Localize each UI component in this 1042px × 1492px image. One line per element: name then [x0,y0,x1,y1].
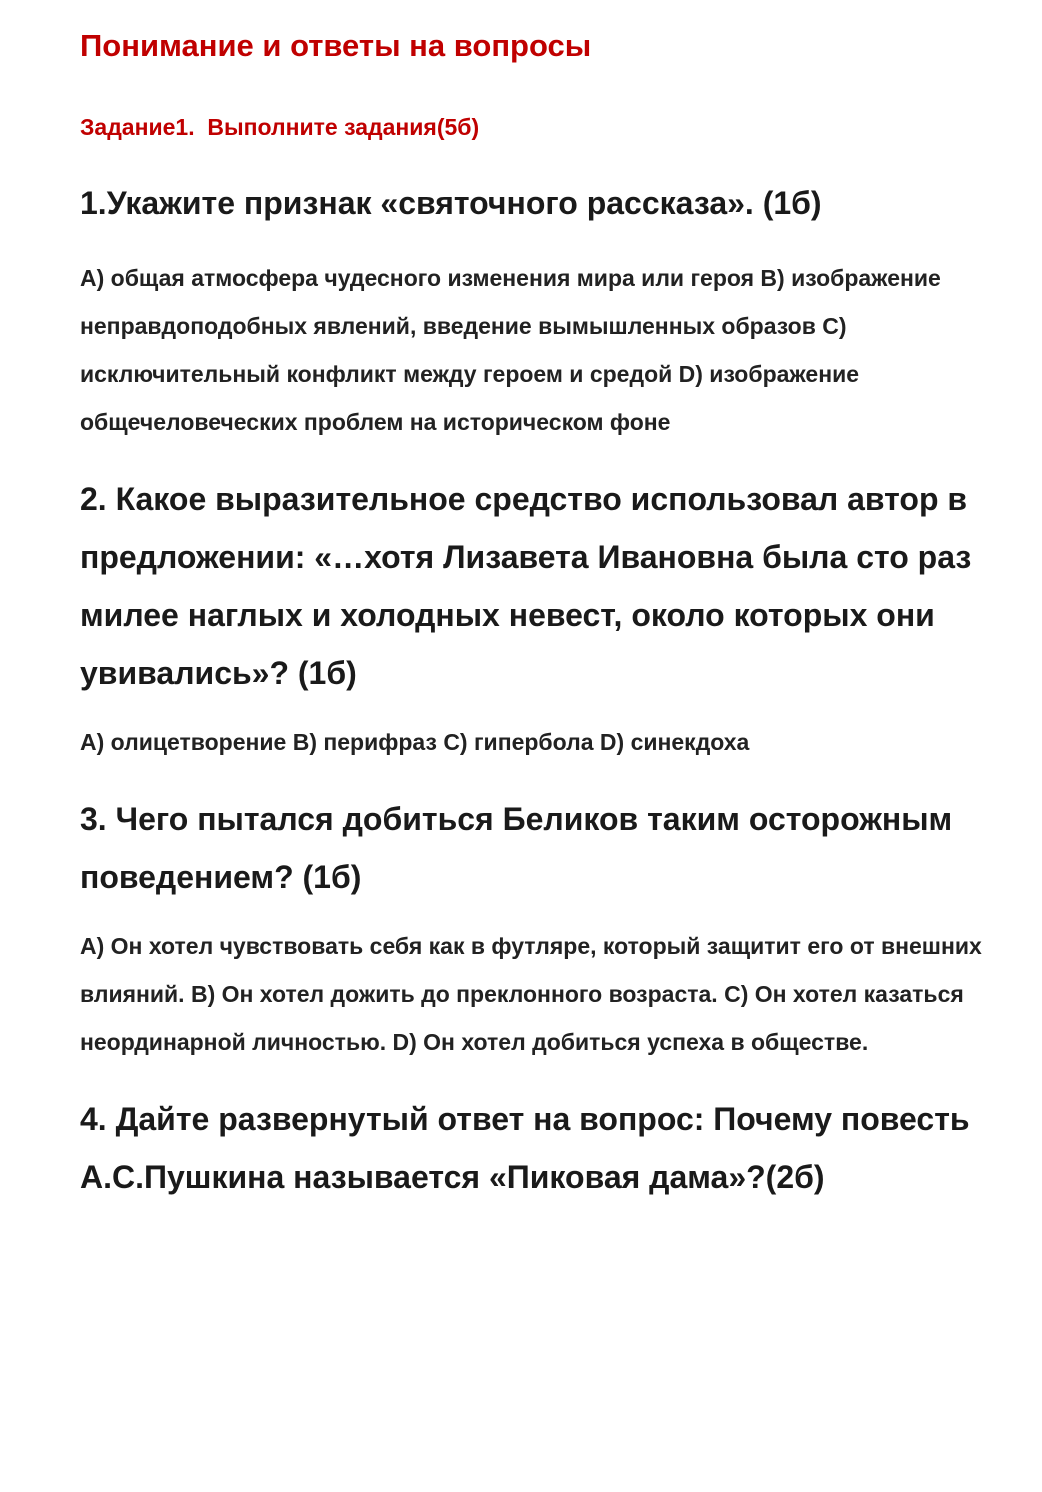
question-3-text: 3. Чего пытался добиться Беликов таким осторожным поведением? (1б) [80,801,953,895]
question-1-text: 1.Укажите признак «святочного рассказа». (1б) [80,185,822,221]
question-2-answers: А) олицетворение B) перифраз C) гипербола D) синекдоха [80,729,750,755]
task-heading: Задание1. Выполните задания(5б) [80,114,480,140]
question-3-answers: А) Он хотел чувствовать себя как в футляре, который защитит его от внешних влияний. B) Он хотел дожить до преклонного возраста. C) Он хотел казаться неординарной личностью. D) Он хотел добиться успеха в обществе. [80,933,982,1055]
question-2-text: 2. Какое выразительное средство использовал автор в предложении: «…хотя Лизавета Ивановна была сто раз милее наглых и холодных невест, около которых они увивались»? (1б) [80,481,972,691]
question-4-text: 4. Дайте развернутый ответ на вопрос: Почему повесть А.С.Пушкина называется «Пиковая дама»?(2б) [80,1101,970,1195]
document-title: Понимание и ответы на вопросы [80,28,592,63]
document-page [80,22,1000,1222]
question-1-answers: А) общая атмосфера чудесного изменения мира или героя B) изображение неправдоподобных явлений, введение вымышленных образов C) исключительный конфликт между героем и средой D) изображение общечеловеческих проблем на историческом фоне [80,265,941,435]
